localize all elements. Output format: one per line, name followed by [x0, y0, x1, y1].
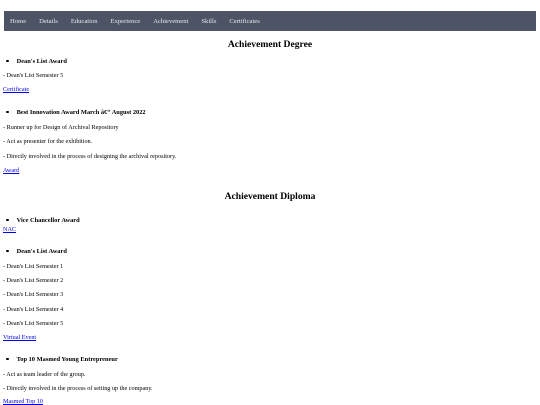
degree-innovation-line-1: - Runner up for Design of Archival Repository: [3, 124, 119, 131]
degree-deans-list-line: - Dean's List Semester 5: [3, 72, 64, 79]
diploma-vice-chancellor-heading: Vice Chancellor Award: [3, 217, 80, 224]
degree-section-title: Achievement Degree: [227, 39, 313, 50]
diploma-deans-list-line-4: - Dean's List Semester 4: [3, 306, 64, 313]
diploma-entrepreneur-heading: Top 10 Masmed Young Entrepreneur: [3, 356, 118, 363]
diploma-deans-list-line-2: - Dean's List Semester 2: [3, 277, 64, 284]
top-navbar: [4, 11, 536, 31]
nav-certificates[interactable]: Certificates: [229, 17, 260, 25]
nav-experience[interactable]: Experience: [110, 17, 141, 25]
diploma-nac-link[interactable]: NAC: [3, 226, 17, 233]
diploma-section-title: Achievement Diploma: [224, 191, 316, 202]
degree-innovation-line-2: - Act as presenter for the exhibition.: [3, 138, 93, 145]
nav-education[interactable]: Education: [70, 17, 98, 25]
diploma-entrepreneur-line-2: - Directly involved in the process of setting up the company.: [3, 385, 153, 392]
diploma-deans-list-line-5: - Dean's List Semester 5: [3, 320, 64, 327]
nav-skills[interactable]: Skills: [201, 17, 217, 25]
nav-achievement[interactable]: Achievement: [153, 17, 189, 25]
degree-innovation-line-3: - Directly involved in the process of designing the archival repository.: [3, 153, 177, 160]
nav-home[interactable]: Home: [10, 17, 27, 25]
diploma-masmed-link[interactable]: Masmed Top 10: [3, 398, 44, 405]
nav-details[interactable]: Details: [39, 17, 58, 25]
degree-deans-list-heading: Dean's List Award: [3, 58, 67, 65]
degree-award-link[interactable]: Award: [3, 167, 20, 174]
diploma-entrepreneur-line-1: - Act as team leader of the group.: [3, 371, 86, 378]
diploma-deans-list-heading: Dean's List Award: [3, 248, 67, 255]
degree-certificate-link[interactable]: Certificate: [3, 86, 30, 93]
diploma-deans-list-line-1: - Dean's List Semester 1: [3, 263, 64, 270]
degree-innovation-heading: Best Innovation Award March â€“ August 2022: [3, 109, 146, 116]
diploma-deans-list-line-3: - Dean's List Semester 3: [3, 291, 64, 298]
diploma-virtual-event-link[interactable]: Virtual Event: [3, 334, 37, 341]
